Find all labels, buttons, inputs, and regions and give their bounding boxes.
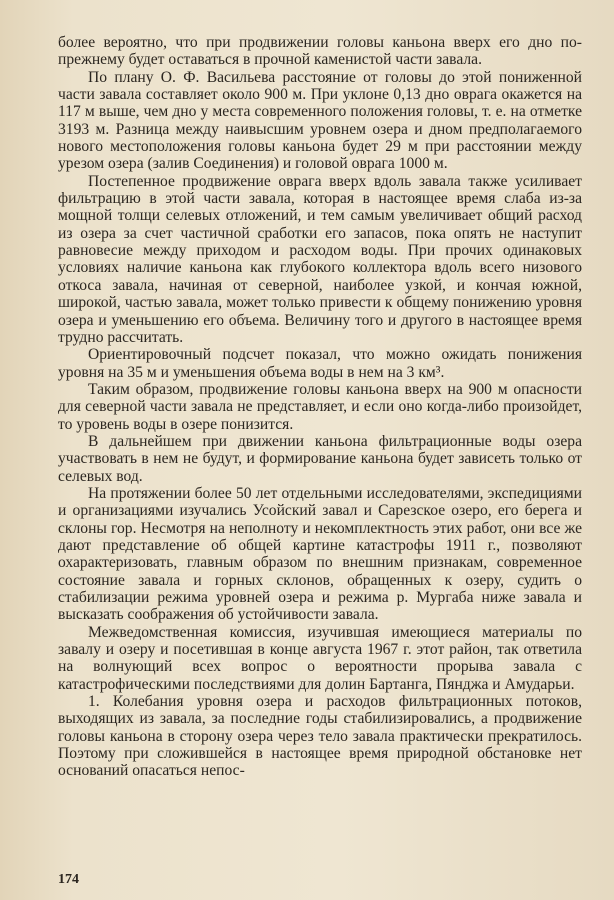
paragraph-item-1: 1. Колебания уровня озера и расходов фильтрационных потоков, выходящих из завала, за последние годы стабилизировались, а продвижение головы каньона в сторону озера через тело завала практически прекратилось. Поэтому при сложившейся в настоящее время природной обстановке нет оснований опасаться непос-: [58, 693, 582, 780]
page-number: 174: [58, 872, 79, 887]
paragraph-research-history: На протяжении более 50 лет отдельными исследователями, экспедициями и организациями изучались Усойский завал и Сарезское озеро, его берега и склоны гор. Несмотря на неполноту и некомплектность этих работ, они все же дают представление об общей картине катастрофы 1911 г., позволяют охарактеризовать, главным образом по внешним признакам, современное состояние завала и горных склонов, обращенных к озеру, судить о стабилизации режима уровней озера и режима р. Мургаба ниже завала и высказать соображения об устойчивости завала.: [58, 484, 582, 624]
paragraph-vasiliev-plan: По плану О. Ф. Васильева расстояние от головы до этой пониженной части завала составляет около 900 м. При уклоне 0,13 дно оврага окажется на 117 м выше, чем дно у места современного положения головы, т. е. на отметке 3193 м. Разница между наивысшим уровнем озера и дном предполагаемого нового местоположения головы каньона будет 29 м при расстоянии между урезом озера (залив Соединения) и головой оврага 1000 м.: [58, 68, 582, 173]
paragraph-conclusion-north: Таким образом, продвижение головы каньона вверх на 900 м опасности для северной части завала не представляет, и если оно когда-либо произойдет, то уровень воды в озере понизится.: [58, 380, 582, 433]
paragraph-estimate: Ориентировочный подсчет показал, что можно ожидать понижения уровня на 35 м и уменьшения объема воды в нем на 3 км³.: [58, 346, 582, 381]
paragraph-continuation: более вероятно, что при продвижении головы каньона вверх его дно по-прежнему будет оставаться в прочной каменистой части завала.: [58, 34, 582, 69]
page-body-text: [58, 34, 582, 780]
paragraph-gradual-advance: Постепенное продвижение оврага вверх вдоль завала также усиливает фильтрацию в этой части завала, которая в настоящее время слаба из-за мощной толщи селевых отложений, и тем самым увеличивает общий расход из озера за счет частичной сработки его запасов, пока опять не наступит равновесие между приходом и расходом воды. При прочих одинаковых условиях наличие каньона как глубокого коллектора вдоль всего низового откоса завала, начиная от северной, наиболее узкой, и кончая южной, широкой, частью завала, может только привести к общему понижению уровня озера и уменьшению его объема. Величину того и другого в настоящее время трудно рассчитать.: [58, 172, 582, 346]
paragraph-commission: Межведомственная комиссия, изучившая имеющиеся материалы по завалу и озеру и посетившая в конце августа 1967 г. этот район, так ответила на волнующий всех вопрос о вероятности прорыва завала с катастрофическими последствиями для долин Бартанга, Пянджа и Амударьи.: [58, 623, 582, 693]
paragraph-further-movement: В дальнейшем при движении каньона фильтрационные воды озера участвовать в нем не будут, и формирование каньона будет зависеть только от селевых вод.: [58, 432, 582, 485]
